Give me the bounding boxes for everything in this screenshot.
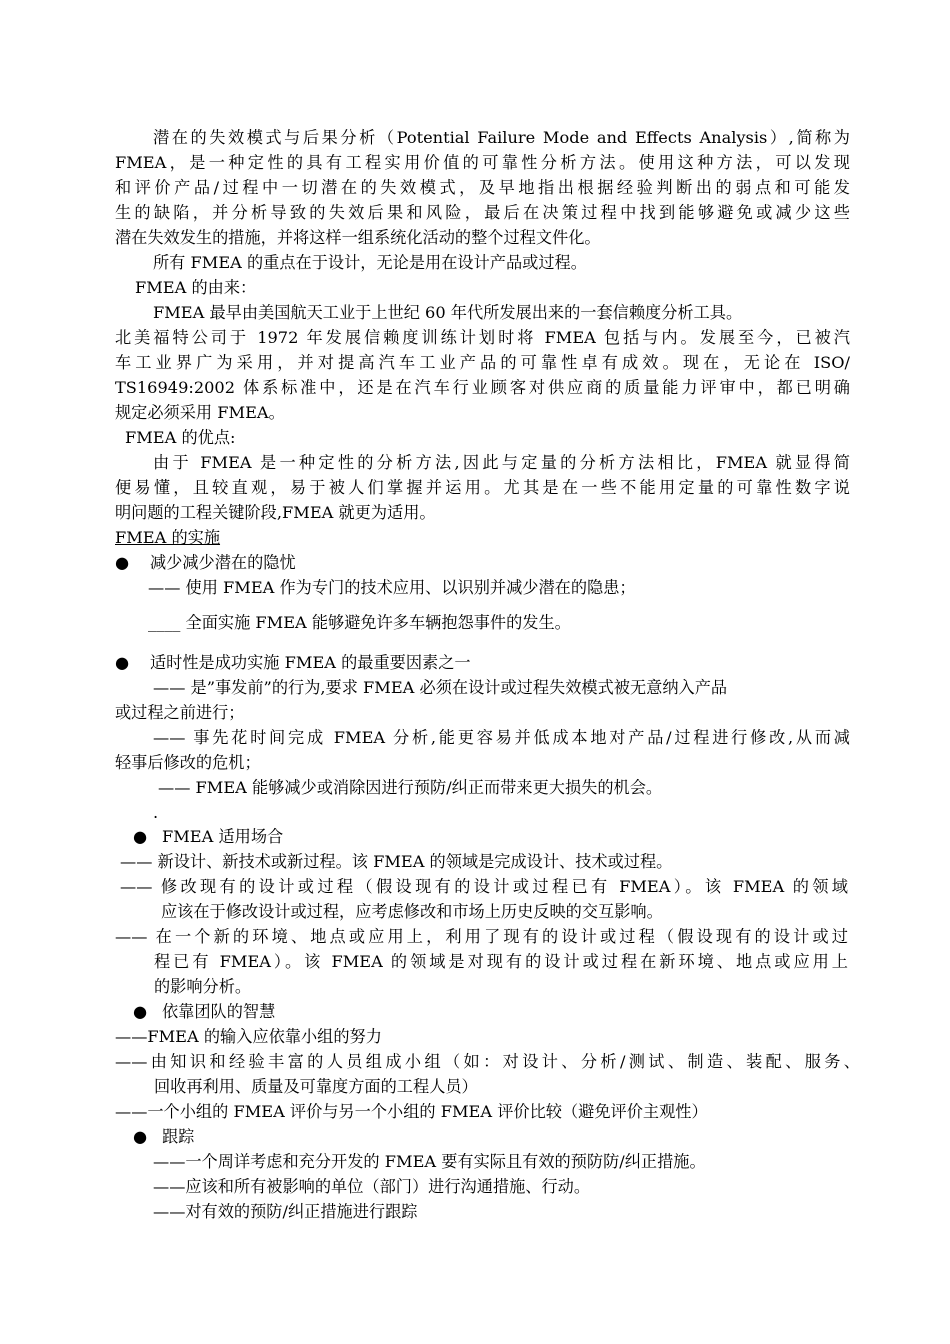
dash-line: ——由知识和经验丰富的人员组成小组（如：对设计、分析/测试、制造、装配、服务、 [115,1052,860,1071]
bullet-title: 跟踪 [162,1127,195,1146]
dash-line: ——一个小组的 FMEA 评价与另一个小组的 FMEA 评价比较（避免评价主观性） [115,1102,708,1121]
origin-line: TS16949:2002 体系标准中，还是在汽车行业顾客对供应商的质量能力评审中，都已明确 [115,378,850,397]
focus-line: 所有 FMEA 的重点在于设计，无论是用在设计产品或过程。 [153,253,587,272]
dash-line: 的影响分析。 [154,977,252,996]
dash-line: 轻事后修改的危机； [115,753,261,772]
dash-line: —— 在一个新的环境、地点或应用上，利用了现有的设计或过程（假设现有的设计或过 [115,927,848,946]
intro-line: 潜在的失效模式与后果分析（Potential Failure Mode and Effects Analysis）,简称为 [153,128,850,147]
dash-line: 程已有 FMEA）。该 FMEA 的领域是对现有的设计或过程在新环境、地点或应用上 [154,952,848,971]
bullet-icon: ● [133,1127,148,1146]
advantages-line: 便易懂，且较直观，易于被人们掌握并运用。尤其是在一些不能用定量的可靠性数字说 [115,478,850,497]
dash-line: 回收再利用、质量及可靠度方面的工程人员） [154,1077,478,1096]
origin-line: 车工业界广为采用，并对提高汽车工业产品的可靠性卓有成效。现在，无论在 ISO/ [115,353,850,372]
implementation-heading: FMEA 的实施 [115,528,221,547]
bullet-title: 依靠团队的智慧 [162,1002,276,1021]
bullet-title: 适时性是成功实施 FMEA 的最重要因素之一 [150,653,471,672]
origin-line: FMEA 最早由美国航天工业于上世纪 60 年代所发展出来的一套信赖度分析工具。 [153,303,743,322]
intro-line: 生的缺陷，并分析导致的失效后果和风险，最后在决策过程中找到能够避免或减少这些 [115,203,850,222]
advantages-heading: FMEA 的优点: [125,428,236,447]
advantages-line: 由于 FMEA 是一种定性的分析方法,因此与定量的分析方法相比，FMEA 就显得简 [153,453,850,472]
stray-dot: . [153,803,159,822]
origin-line: 规定必须采用 FMEA。 [115,403,285,422]
dash-line: ——一个周详考虑和充分开发的 FMEA 要有实际且有效的预防防/纠正措施。 [153,1152,706,1171]
origin-heading: FMEA 的由来： [135,278,257,297]
dash-line: ____ 全面实施 FMEA 能够避免许多车辆抱怨事件的发生。 [148,613,571,632]
bullet-icon: ● [133,827,148,846]
intro-line: FMEA，是一种定性的具有工程实用价值的可靠性分析方法。使用这种方法，可以发现 [115,153,850,172]
advantages-line: 明问题的工程关键阶段,FMEA 就更为适用。 [115,503,436,522]
bullet-icon: ● [115,553,130,572]
dash-line: —— 新设计、新技术或新过程。该 FMEA 的领域是完成设计、技术或过程。 [120,852,673,871]
dash-line: —— FMEA 能够减少或消除因进行预防/纠正而带来更大损失的机会。 [158,778,663,797]
bullet-icon: ● [133,1002,148,1021]
bullet-icon: ● [115,653,130,672]
dash-line: —— 修改现有的设计或过程（假设现有的设计或过程已有 FMEA）。该 FMEA 的领域 [120,877,848,896]
bullet-title: FMEA 适用场合 [162,827,284,846]
dash-line: —— 是”事发前”的行为,要求 FMEA 必须在设计或过程失效模式被无意纳入产品 [153,678,728,697]
dash-line: —— 使用 FMEA 作为专门的技术应用、以识别并减少潜在的隐患； [148,578,636,597]
intro-line: 和评价产品/过程中一切潜在的失效模式，及早地指出根据经验判断出的弱点和可能发 [115,178,850,197]
dash-line: ——应该和所有被影响的单位（部门）进行沟通措施、行动。 [153,1177,591,1196]
dash-line: ——对有效的预防/纠正措施进行跟踪 [153,1202,418,1221]
origin-line: 北美福特公司于 1972 年发展信赖度训练计划时将 FMEA 包括与内。发展至今，已被汽 [115,328,850,347]
dash-line: ——FMEA 的输入应依靠小组的努力 [115,1027,382,1046]
intro-line: 潜在失效发生的措施，并将这样一组系统化活动的整个过程文件化。 [115,228,601,247]
dash-line: 应该在于修改设计或过程，应考虑修改和市场上历史反映的交互影响。 [161,902,663,921]
bullet-title: 减少减少潜在的隐忧 [150,553,296,572]
dash-line: —— 事先花时间完成 FMEA 分析,能更容易并低成本地对产品/过程进行修改,从而减 [153,728,850,747]
dash-line: 或过程之前进行； [115,703,245,722]
